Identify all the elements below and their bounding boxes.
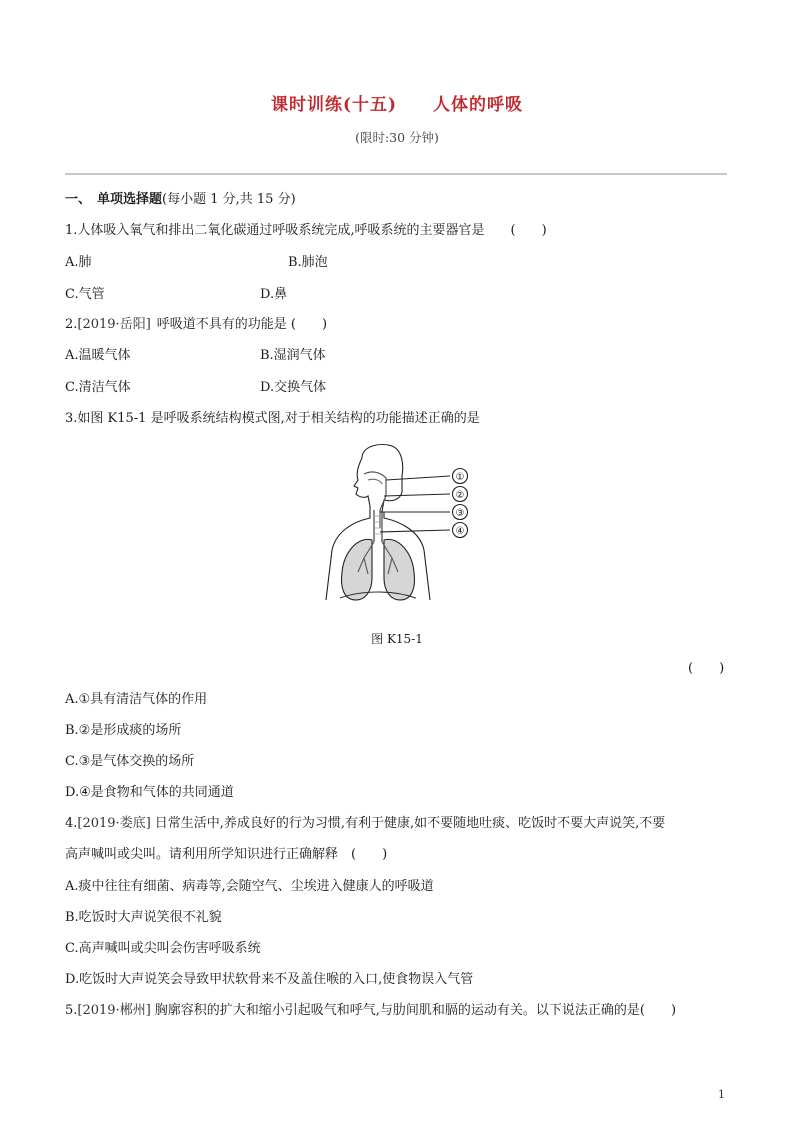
- q2-option-a: A.温暖气体: [65, 348, 131, 363]
- q3-option-c: C.③是气体交换的场所: [65, 754, 195, 769]
- q2-option-c: C.清洁气体: [65, 380, 131, 395]
- q2-stem-line: [65, 316, 327, 334]
- section-heading: [65, 191, 296, 209]
- figure-label-3: ③: [455, 508, 465, 519]
- q3-option-d: D.④是食物和气体的共同通道: [65, 785, 234, 800]
- figure-label-1: ①: [455, 472, 465, 483]
- q2-option-d: D.交换气体: [260, 380, 327, 395]
- q4-option-b: B.吃饭时大声说笑很不礼貌: [65, 910, 222, 925]
- q1-option-d: D.鼻: [260, 287, 288, 302]
- q1-option-c: C.气管: [65, 287, 105, 302]
- q4-stem-line-1: [65, 815, 665, 833]
- page-number: 1: [718, 1088, 725, 1101]
- q4-source: [2019·娄底]: [77, 816, 151, 831]
- q1-option-a: A.肺: [65, 255, 92, 270]
- figure-label-4: ④: [455, 526, 465, 537]
- q4-number: 4.: [65, 816, 78, 831]
- q4-stem-line-2: 高声喊叫或尖叫。请利用所学知识进行正确解释 ( ): [65, 847, 388, 862]
- q3-stem: 3.如图 K15-1 是呼吸系统结构模式图,对于相关结构的功能描述正确的是: [65, 411, 480, 426]
- q3-option-b: B.②是形成痰的场所: [65, 723, 182, 738]
- section-name: 单项选择题: [97, 192, 163, 207]
- q3-answer-blank: ( ): [688, 661, 725, 676]
- q4-option-d: D.吃饭时大声说笑会导致甲状软骨来不及盖住喉的入口,使食物误入气管: [65, 972, 474, 987]
- q4-stem-part-1: 日常生活中,养成良好的行为习惯,有利于健康,如不要随地吐痰、吃饭时不要大声说笑,不要: [154, 816, 666, 831]
- figure-label-2: ②: [455, 490, 465, 501]
- q3-option-a: A.①具有清洁气体的作用: [65, 692, 208, 707]
- q5-stem-line: [65, 1002, 676, 1020]
- q5-stem: 胸廓容积的扩大和缩小引起吸气和呼气,与肋间肌和膈的运动有关。以下说法正确的是( ): [154, 1003, 677, 1018]
- q4-option-a: A.痰中往往有细菌、病毒等,会随空气、尘埃进入健康人的呼吸道: [65, 879, 434, 894]
- page-title: 课时训练(十五) 人体的呼吸: [270, 95, 524, 115]
- figure-caption: 图 K15-1: [371, 632, 423, 646]
- q2-source: [2019·岳阳]: [77, 317, 151, 332]
- q1-option-b: B.肺泡: [288, 255, 328, 270]
- q2-stem: 呼吸道不具有的功能是 ( ): [156, 317, 328, 332]
- q5-number: 5.: [65, 1003, 78, 1018]
- q5-source: [2019·郴州]: [77, 1003, 151, 1018]
- section-note: (每小题 1 分,共 15 分): [162, 192, 296, 207]
- respiratory-system-figure: [322, 440, 482, 610]
- time-limit: (限时:30 分钟): [355, 130, 439, 145]
- header-divider: [65, 173, 727, 175]
- section-number: 一、: [65, 192, 92, 207]
- q2-option-b: B.湿润气体: [260, 348, 326, 363]
- q2-number: 2.: [65, 317, 78, 332]
- q1-stem: 1.人体吸入氧气和排出二氧化碳通过呼吸系统完成,呼吸系统的主要器官是 ( ): [65, 223, 547, 238]
- q4-option-c: C.高声喊叫或尖叫会伤害呼吸系统: [65, 941, 261, 956]
